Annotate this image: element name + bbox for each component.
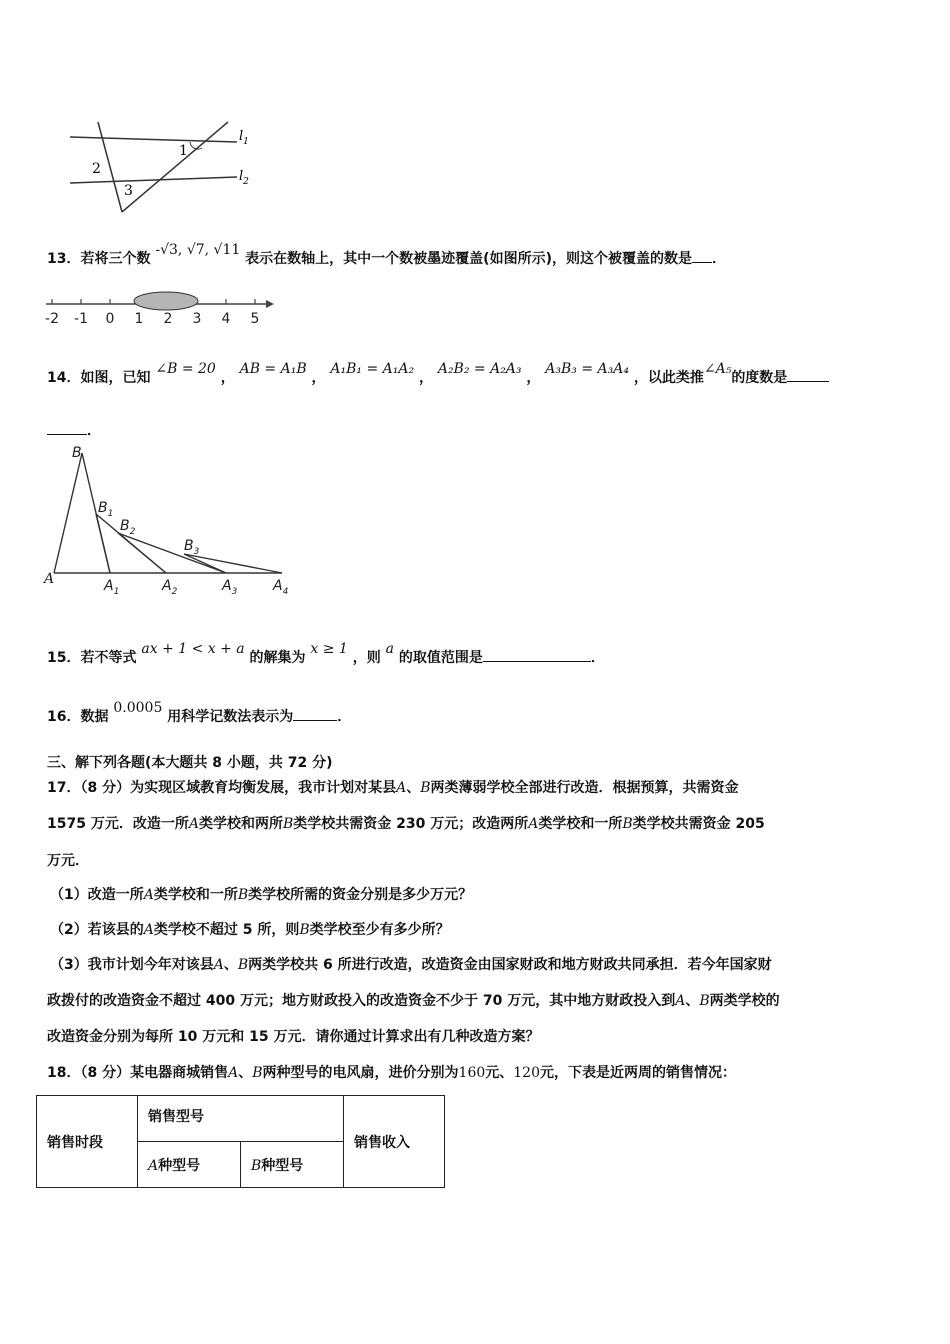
tick-label: -1 [74, 311, 88, 327]
fig12-label-2: 2 [92, 161, 101, 177]
tick-label: 2 [163, 311, 173, 327]
svg-text:A3: $A_3$ [222, 578, 238, 597]
fig12-label-1: 1 [179, 143, 188, 159]
section-heading: 三、解下列各题(本大题共 8 小题，共 72 分) [47, 755, 333, 771]
tick-label: 3 [192, 311, 202, 327]
vertex-A4: A [273, 578, 283, 594]
q13: 13．若将三个数 -√3, √7, √11 表示在数轴上，其中一个数被墨迹覆盖(如图所示)，则这个被覆盖的数是 ． [47, 242, 726, 267]
svg-text:l1: $l_1$ [239, 129, 249, 147]
header-model-a: A种型号 [138, 1142, 241, 1188]
vertex-A2: A [162, 578, 172, 594]
svg-text:A1: $A_1$ [104, 578, 120, 597]
header-revenue: 销售收入 [344, 1096, 445, 1188]
label-l2: l [239, 169, 244, 184]
q13-expression: -√3, √7, √11 [155, 242, 241, 258]
q17-line2: 1575 万元．改造一所A类学校和两所B类学校共需资金 230 万元；改造两所A类学校和一所B类学校共需资金 205 [47, 816, 765, 832]
q14-continued: ． [47, 420, 101, 441]
q17-part2: （2）若该县的A类学校不超过 5 所，则B类学校至少有多少所？ [50, 922, 450, 938]
svg-text:B3: $B_3$ [184, 538, 200, 557]
ink-blot [134, 292, 198, 310]
vertex-B2: B [120, 518, 130, 534]
vertex-B: B [72, 445, 82, 461]
q15: 15．若不等式 ax + 1 < x + a 的解集为 x ≥ 1 ，则 a 的取值范围是 ． [47, 641, 605, 666]
vertex-A1: A [104, 578, 114, 594]
vertex-A: A [44, 571, 55, 587]
tick-label: 5 [250, 311, 260, 327]
line-l2 [70, 177, 237, 183]
svg-text:B1: $B_1$ [98, 500, 114, 519]
transversal-right [122, 122, 228, 212]
tick-label: 4 [221, 311, 231, 327]
q17-line1: 17．（8 分）为实现区域教育均衡发展，我市计划对某县A、B两类薄弱学校全部进行改造．根据预算，共需资金 [47, 780, 739, 796]
number-line [42, 288, 282, 328]
q17-part3-line3: 改造资金分别为每所 10 万元和 15 万元．请你通过计算求出有几种改造方案？ [47, 1029, 540, 1045]
q17-part3: （3）我市计划今年对该县A、B两类学校共 6 所进行改造，改造资金由国家财政和地方财政共同承担．若今年国家财 [50, 957, 772, 973]
tick-label: 0 [105, 311, 115, 327]
svg-text:l2: $l_2$ [239, 169, 249, 187]
svg-text:A2: $A_2$ [162, 578, 178, 597]
transversal-left [98, 122, 122, 212]
q14: 14．如图，已知 ∠B = 20 ， AB = A₁B ， A₁B₁ = A₁A₂ ， A₂B₂ = A₂A₃ ， A₃B₃ = A₃A₄ ，以此类推∠A₅的度数是 [47, 367, 829, 388]
q17-line3: 万元． [47, 853, 89, 869]
fig12-label-3: 3 [124, 183, 133, 199]
q17-part3-line2: 政拨付的改造资金不超过 400 万元；地方财政投入的改造资金不少于 70 万元，其中地方财政投入到A、B两类学校的 [47, 993, 780, 1009]
q16: 16．数据 0.0005 用科学记数法表示为 ． [47, 700, 352, 725]
line-l1 [70, 137, 237, 142]
tick-label: -2 [45, 311, 59, 327]
triangle-chain-figure [40, 440, 300, 600]
vertex-B3: B [184, 538, 194, 554]
sales-table [36, 1095, 445, 1188]
label-l1: l [239, 129, 244, 144]
q18: 18．（8 分）某电器商城销售A、B两种型号的电风扇，进价分别为160元、120元，下表是近两周的销售情况： [47, 1065, 736, 1081]
tick-label: 1 [134, 311, 144, 327]
vertex-B1: B [98, 500, 108, 516]
vertex-A3: A [222, 578, 232, 594]
header-period: 销售时段 [37, 1096, 138, 1188]
q17-part1: （1）改造一所A类学校和一所B类学校所需的资金分别是多少万元？ [50, 887, 473, 903]
header-model: 销售型号 [138, 1096, 344, 1142]
svg-text:B2: $B_2$ [120, 518, 136, 537]
header-model-b: B种型号 [241, 1142, 344, 1188]
svg-text:A4: $A_4$ [273, 578, 289, 597]
parallel-lines-figure [60, 120, 270, 220]
